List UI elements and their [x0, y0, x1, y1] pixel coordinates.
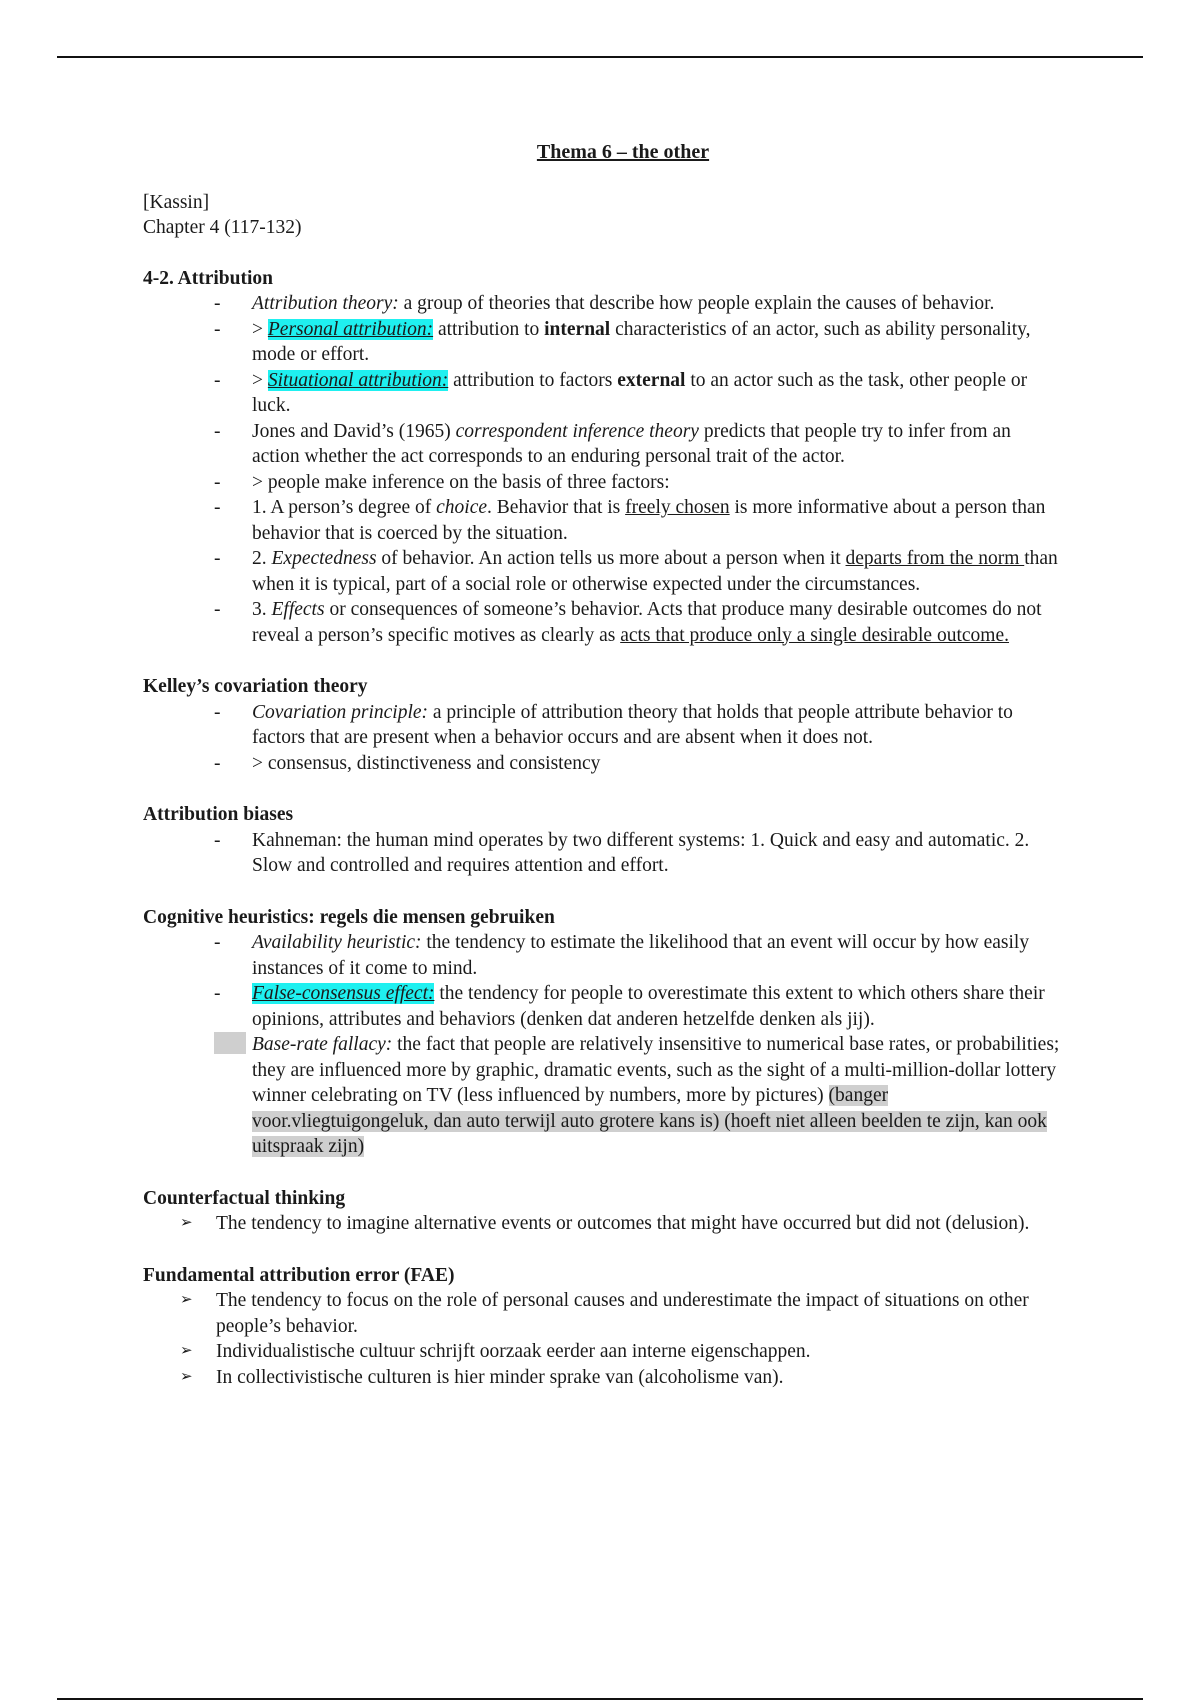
- text: characteristics of an actor, such as ability personality, mode or effort.: [252, 318, 1031, 365]
- document-title: Thema 6 – the other: [536, 141, 710, 163]
- section-heading-kelley: Kelley’s covariation theory: [143, 676, 368, 697]
- definition: a group of theories that describe how people explain the causes of behavior.: [398, 293, 995, 314]
- list-item: [143, 419, 1063, 470]
- biases-list: [143, 828, 1063, 879]
- attribution-list: [143, 291, 1063, 648]
- text: or consequences of someone’s behavior. Acts that produce many desirable outcomes do not reveal a person’s specific motives as clearly as: [252, 599, 1042, 646]
- prefix: >: [252, 369, 268, 391]
- text: 1. A person’s degree of: [252, 497, 437, 518]
- list-item: [143, 291, 1063, 317]
- text: > people make inference on the basis of three factors:: [252, 471, 670, 493]
- dash-marker: -: [214, 599, 221, 620]
- list-item: [143, 930, 1063, 981]
- arrow-bullet-icon: ➢: [180, 1292, 193, 1308]
- list-item: [143, 981, 1063, 1032]
- dash-marker: -: [214, 548, 221, 569]
- term: Base-rate fallacy:: [252, 1034, 393, 1055]
- list-item: [143, 1211, 1063, 1237]
- text: than when it is typical, part of a social role or otherwise expected under the circumstances.: [252, 548, 1058, 595]
- selection-marker: [214, 1032, 246, 1058]
- definition: the tendency for people to overestimate this extent to which others share their opinions, attributes and behaviors (denken dat anderen hetzelfde denken als jij).: [252, 983, 1045, 1030]
- highlighted-term: Personal attribution:: [267, 318, 434, 340]
- text: The tendency to focus on the role of personal causes and underestimate the impact of situations on other people’s behavior.: [216, 1290, 1029, 1337]
- list-item: [143, 597, 1063, 648]
- arrow-bullet-icon: ➢: [180, 1215, 193, 1231]
- heuristics-list: [143, 930, 1063, 1160]
- list-item: [143, 546, 1063, 597]
- text: attribution to factors: [448, 369, 618, 391]
- italic-text: Effects: [271, 599, 325, 620]
- source-label: [Kassin]: [143, 191, 210, 213]
- definition: a principle of attribution theory that holds that people attribute behavior to factors that are present when a behavior occurs and are absent when it does not.: [252, 701, 1013, 748]
- gray-highlight: (banger voor.vliegtuigongeluk, dan auto terwijl auto grotere kans is) (hoeft niet alleen beelden te zijn, kan ook uitspraak zijn): [252, 1085, 1047, 1157]
- text: Jones and David’s (1965): [252, 420, 456, 442]
- dash-marker: -: [214, 983, 221, 1004]
- text: attribution to: [433, 318, 545, 340]
- text: . Behavior that is: [487, 497, 626, 518]
- list-item: [143, 1288, 1063, 1339]
- definition: the tendency to estimate the likelihood that an event will occur by how easily instances of it come to mind.: [252, 932, 1030, 979]
- list-item: [143, 1365, 1063, 1391]
- term: Availability heuristic:: [252, 932, 422, 953]
- dash-marker: -: [214, 752, 221, 774]
- document-body: [143, 140, 1063, 1390]
- list-item: [143, 1032, 1063, 1160]
- dash-marker: -: [214, 701, 221, 723]
- term: Covariation principle:: [252, 701, 429, 723]
- italic-text: Expectedness: [271, 548, 377, 569]
- kelley-list: [143, 700, 1063, 777]
- chapter-label: Chapter 4 (117-132): [143, 217, 302, 238]
- prefix: >: [252, 318, 268, 340]
- dash-marker: -: [214, 293, 221, 314]
- dash-marker: -: [214, 932, 221, 953]
- counterfactual-list: [143, 1211, 1063, 1237]
- list-item: [143, 317, 1063, 368]
- text: In collectivistische culturen is hier minder sprake van (alcoholisme van).: [216, 1366, 784, 1388]
- dash-marker: -: [214, 369, 221, 391]
- arrow-bullet-icon: ➢: [180, 1368, 193, 1385]
- dash-marker: -: [214, 318, 221, 340]
- dash-marker: -: [214, 829, 221, 851]
- section-heading-counterfactual: Counterfactual thinking: [143, 1187, 346, 1209]
- dash-marker: -: [214, 497, 221, 518]
- text: to an actor such as the task, other people or luck.: [252, 369, 1028, 416]
- highlighted-term: False-consensus effect:: [252, 983, 435, 1004]
- text: 2.: [252, 548, 272, 569]
- underlined-text: departs from the norm: [845, 548, 1025, 569]
- highlighted-term: Situational attribution:: [267, 369, 449, 391]
- text: predicts that people try to infer from an action whether the act corresponds to an enduring personal trait of the actor.: [252, 420, 1011, 467]
- section-heading-attribution: 4-2. Attribution: [143, 267, 274, 289]
- list-item: [143, 751, 1063, 777]
- top-rule: [57, 56, 1143, 58]
- text: > consensus, distinctiveness and consistency: [252, 752, 601, 774]
- text: of behavior. An action tells us more about a person when it: [376, 548, 846, 569]
- underlined-text: freely chosen: [625, 497, 730, 518]
- text: Kahneman: the human mind operates by two different systems: 1. Quick and easy and automatic. 2. Slow and controlled and requires attention and effort.: [252, 829, 1030, 876]
- section-heading-heuristics: Cognitive heuristics: regels die mensen gebruiken: [143, 906, 555, 928]
- list-item: [143, 368, 1063, 419]
- list-item: [143, 495, 1063, 546]
- list-item: [143, 470, 1063, 496]
- text: The tendency to imagine alternative events or outcomes that might have occurred but did not (delusion).: [216, 1213, 1030, 1234]
- italic-text: correspondent inference theory: [455, 420, 699, 442]
- text: Individualistische cultuur schrijft oorzaak eerder aan interne eigenschappen.: [216, 1341, 811, 1362]
- dash-marker: -: [214, 471, 221, 493]
- list-item: [143, 828, 1063, 879]
- definition: the fact that people are relatively insensitive to numerical base rates, or probabilities; they are influenced more by graphic, dramatic events, such as the sight of a multi-million-dollar lottery winner celebrating on TV (less influenced by numbers, more by pictures): [252, 1034, 1060, 1106]
- fae-list: [143, 1288, 1063, 1390]
- dash-marker: -: [214, 420, 221, 442]
- section-heading-biases: Attribution biases: [143, 804, 294, 825]
- section-heading-fae: Fundamental attribution error (FAE): [143, 1264, 455, 1286]
- bold-text: external: [617, 369, 686, 391]
- list-item: [143, 1339, 1063, 1365]
- arrow-bullet-icon: ➢: [180, 1343, 193, 1359]
- underlined-text: acts that produce only a single desirable outcome.: [620, 624, 1009, 646]
- text: 3.: [252, 599, 272, 620]
- bold-text: internal: [544, 318, 611, 340]
- list-item: [143, 700, 1063, 751]
- term: Attribution theory:: [252, 293, 399, 314]
- italic-text: choice: [436, 497, 488, 518]
- text: is more informative about a person than behavior that is coerced by the situation.: [252, 497, 1046, 544]
